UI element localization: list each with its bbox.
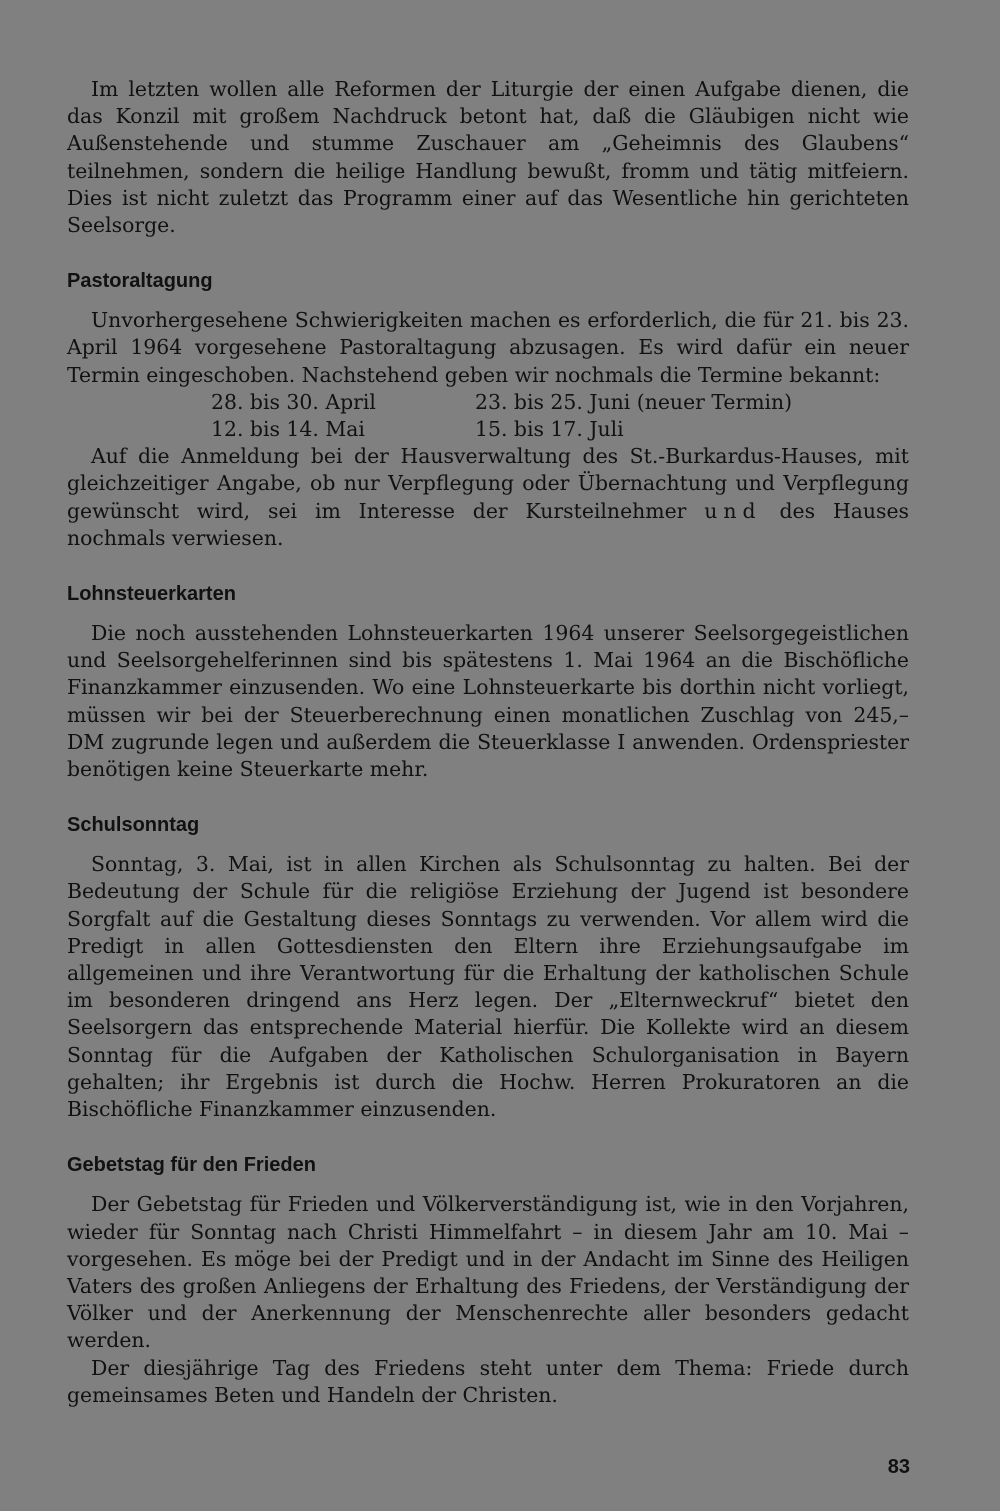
gebetstag-paragraph-2: Der diesjährige Tag des Friedens steht unter dem Thema: Friede durch gemeinsames Beten und Handeln der Christen. <box>67 1355 909 1407</box>
dates-row <box>211 416 909 443</box>
heading-pastoraltagung: Pastoraltagung <box>67 270 213 293</box>
intro-paragraph: Im letzten wollen alle Reformen der Liturgie der einen Aufgabe dienen, die das Konzil mit großem Nachdruck betont hat, daß die Gläubigen nicht wie Außenstehende und stumme Zuschauer am „Geheimnis des Glaubens“ teilnehmen, sondern die heilige Handlung bewußt, fromm und tätig mitfeiern. Dies ist nicht zuletzt das Programm einer auf das Wesentliche hin gerichteten Seelsorge. <box>67 77 909 238</box>
pastoraltagung-paragraph-2 <box>67 443 909 552</box>
lohnsteuerkarten-paragraph: Die noch ausstehenden Lohnsteuerkarten 1964 unserer Seelsorgegeistlichen und Seelsorgehelferinnen sind bis spätestens 1. Mai 1964 an die Bischöfliche Finanzkammer einzusenden. Wo eine Lohnsteuerkarte bis dorthin nicht vorliegt, müssen wir bei der Steuerberechnung einen monatlichen Zuschlag von 245,– DM zugrunde legen und außerdem die Steuerklasse I anwenden. Ordenspriester benötigen keine Steuerkarte mehr. <box>67 621 909 782</box>
schulsonntag-paragraph: Sonntag, 3. Mai, ist in allen Kirchen als Schulsonntag zu halten. Bei der Bedeutung der Schule für die religiöse Erziehung der Jugend ist besondere Sorgfalt auf die Gestaltung dieses Sonntags zu verwenden. Vor allem wird die Predigt in allen Gottesdiensten den Eltern ihre Erziehungsaufgabe im allgemeinen und ihre Verantwortung für die Erhaltung der katholischen Schule im besonderen dringend ans Herz legen. Der „Elternweckruf“ bietet den Seelsorgern das entsprechende Material hierfür. Die Kollekte wird an diesem Sonntag für die Aufgaben der Katholischen Schulorganisation in Bayern gehalten; ihr Ergebnis ist durch die Hochw. Herren Prokuratoren an die Bischöfliche Finanzkammer einzusenden. <box>67 852 909 1122</box>
dates-table <box>67 389 909 443</box>
date-cell: 15. bis 17. Juli <box>475 417 624 442</box>
paragraph-text: des Hauses nochmals verwiesen. <box>67 498 910 550</box>
date-cell: 23. bis 25. Juni (neuer Termin) <box>475 389 793 414</box>
gebetstag-paragraph-1: Der Gebetstag für Frieden und Völkerverständigung ist, wie in den Vorjahren, wieder für Sonntag nach Christi Himmelfahrt – in diesem Jahr am 10. Mai – vorgesehen. Es möge bei der Predigt und in der Andacht im Sinne des Heiligen Vaters des großen Anliegens der Erhaltung des Friedens, der Verständigung der Völker und der Anerkennung der Menschenrechte aller besonders gedacht werden. <box>67 1192 909 1353</box>
heading-gebetstag: Gebetstag für den Frieden <box>67 1154 316 1177</box>
date-cell: 12. bis 14. Mai <box>211 417 365 442</box>
dates-row <box>211 389 909 416</box>
paragraph-text: Auf die Anmeldung bei der Hausverwaltung des St.-Burkardus-Hauses, mit gleichzeitiger Angabe, ob nur Verpflegung oder Übernachtung und Verpflegung gewünscht wird, sei im Interesse der Kursteilnehmer <box>67 444 909 523</box>
page-number: 83 <box>887 1456 910 1478</box>
heading-schulsonntag: Schulsonntag <box>67 814 200 837</box>
document-page <box>67 76 909 1409</box>
date-cell: 28. bis 30. April <box>211 389 376 414</box>
heading-lohnsteuerkarten: Lohnsteuerkarten <box>67 583 236 606</box>
pastoraltagung-paragraph-1: Unvorhergesehene Schwierigkeiten machen es erforderlich, die für 21. bis 23. April 1964 vorgesehene Pastoraltagung abzusagen. Es wird dafür ein neuer Termin eingeschoben. Nachstehend geben wir nochmals die Termine bekannt: <box>67 308 909 387</box>
emphasized-word: und <box>704 498 762 523</box>
